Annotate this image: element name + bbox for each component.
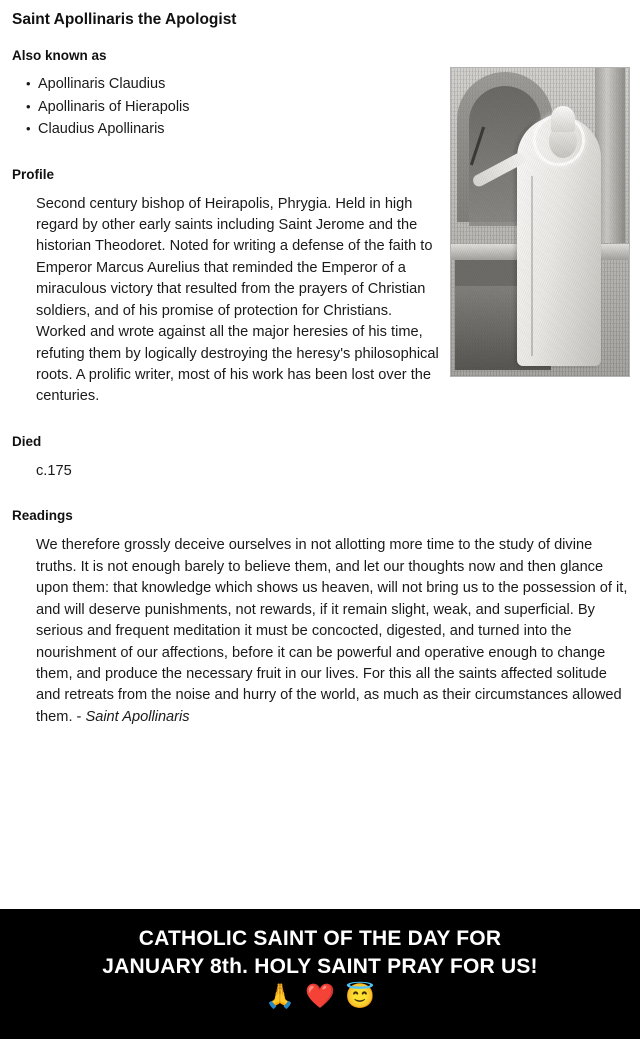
- readings-body: We therefore grossly deceive ourselves in not allotting more time to the study of divine truths. It is not enough barely to believe them, and let our thoughts now and then glance upon them: that knowledge which shows us heaven, will not bring us to the possession of it, and will deserve punishments, not rewards, if it remain slight, weak, and superficial. By serious and frequent meditation it must be concocted, digested, and turned into the nourishment of our affections, before it can be powerful and operative enough to change them, and produce the necessary fruit in our lives. For this all the saints affected solitude and retreats from the noise and hurry of the world, as much as their circumstances allowed them. -: [36, 537, 628, 725]
- banner-emoji-row: [0, 984, 640, 1010]
- banner-line-2: JANUARY 8th. HOLY SAINT PRAY FOR US!: [102, 954, 538, 978]
- readings-text: [10, 535, 630, 728]
- list-item: • Apollinaris of Hierapolis: [38, 96, 630, 118]
- smiling-face-with-halo-icon: 😇: [344, 983, 375, 1011]
- page-title: Saint Apollinaris the Apologist: [12, 11, 237, 28]
- spacer: [10, 482, 630, 508]
- section-heading-died: Died: [12, 433, 42, 449]
- readings-attribution: Saint Apollinaris: [85, 708, 190, 725]
- section-heading-readings: Readings: [12, 508, 73, 524]
- illustration-figure-mitre: [551, 106, 575, 132]
- spacer: [10, 408, 630, 434]
- died-text: c.175: [36, 462, 72, 479]
- profile-text: Second century bishop of Heirapolis, Phrygia. Held in high regard by other early saints including Saint Jerome and the historian Theodoret. Noted for writing a defense of the faith to Emperor Marcus Aurelius that reminded the Emperor of a miraculous victory that resulted from the prayers of Christian soldiers, and of his promise of protection for Christians. Worked and wrote against all the major heresies of his time, refuting them by logically destroying the heresy's philosophical roots. A prolific writer, most of his work has been lost over the centuries.: [36, 195, 439, 405]
- list-item: • Claudius Apollinaris: [38, 118, 630, 140]
- praying-hands-icon: 🙏: [265, 983, 296, 1011]
- list-item: • Apollinaris Claudius: [38, 73, 630, 95]
- red-heart-icon: ❤️: [305, 983, 335, 1011]
- footer-banner: [0, 909, 640, 1039]
- banner-line-1: CATHOLIC SAINT OF THE DAY FOR: [138, 927, 502, 950]
- section-heading-profile: Profile: [12, 166, 55, 182]
- section-heading-also-known-as: Also known as: [12, 48, 107, 64]
- saint-illustration: [450, 67, 630, 377]
